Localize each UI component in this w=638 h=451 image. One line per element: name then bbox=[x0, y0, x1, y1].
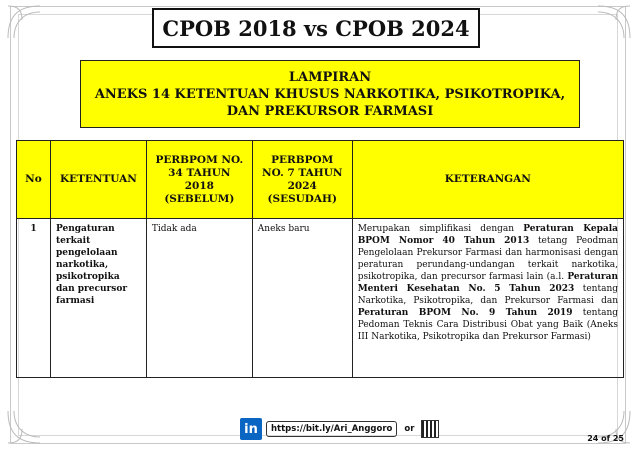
corner-ornament-icon bbox=[4, 2, 44, 42]
header-sesudah-line1: PERBPOM bbox=[271, 153, 334, 166]
aneks-title-line2: DAN PREKURSOR FARMASI bbox=[226, 104, 434, 119]
profile-link[interactable]: https://bit.ly/Ari_Anggoro bbox=[266, 421, 397, 437]
header-sesudah-line4: (SESUDAH) bbox=[267, 192, 337, 205]
header-keterangan: KETERANGAN bbox=[352, 141, 623, 219]
cell-sebelum: Tidak ada bbox=[146, 219, 252, 378]
header-sesudah bbox=[252, 141, 352, 219]
table-header-row bbox=[17, 141, 624, 219]
aneks-title-line1: ANEKS 14 KETENTUAN KHUSUS NARKOTIKA, PSIKOTROPIKA, bbox=[94, 87, 566, 102]
header-sebelum-line1: PERBPOM NO. bbox=[155, 153, 244, 166]
desc-text: tentang Pedoman Teknis Cara Distribusi Obat yang Baik (Aneks III Narkotika, Psikotropika dan Prekursor Farmasi) bbox=[357, 308, 618, 342]
cell-no: 1 bbox=[17, 219, 51, 378]
desc-text: tetang Peodman Pengelolaan Prekursor Farmasi dan harmonisasi dengan peraturan perundang-undangan terkait narkotika, psikotropika, dan precursor farmasi lain (a.l. bbox=[357, 236, 619, 282]
page-number: 24 of 25 bbox=[587, 434, 624, 443]
linkedin-icon[interactable]: in bbox=[240, 418, 262, 440]
qr-code-icon[interactable] bbox=[421, 420, 439, 438]
desc-reg-bpom-9-2019: Peraturan BPOM No. 9 Tahun 2019 bbox=[357, 308, 573, 318]
cell-keterangan bbox=[352, 219, 623, 378]
comparison-table bbox=[16, 140, 624, 378]
header-sebelum-line4: (SEBELUM) bbox=[164, 192, 235, 205]
header-ketentuan: KETENTUAN bbox=[50, 141, 146, 219]
header-sebelum bbox=[146, 141, 252, 219]
desc-reg-bpom-40-2013: Peraturan Kepala BPOM Nomor 40 Tahun 2013 bbox=[357, 224, 618, 246]
lampiran-label: LAMPIRAN bbox=[288, 70, 372, 85]
corner-ornament-icon bbox=[594, 2, 634, 42]
footer-links bbox=[240, 418, 439, 440]
header-sebelum-line3: 2018 bbox=[184, 179, 214, 192]
corner-ornament-icon bbox=[4, 407, 44, 447]
cell-ketentuan: Pengaturan terkait pengelolaan narkotika, psikotropika dan precursor farmasi bbox=[50, 219, 146, 378]
header-sebelum-line2: 34 TAHUN bbox=[168, 166, 231, 179]
header-sesudah-line2: NO. 7 TAHUN bbox=[262, 166, 343, 179]
header-no: No bbox=[17, 141, 51, 219]
desc-reg-menkes-5-2023: Peraturan Menteri Kesehatan No. 5 Tahun 2023 bbox=[357, 272, 618, 294]
table-row bbox=[17, 219, 624, 378]
cell-sesudah: Aneks baru bbox=[252, 219, 352, 378]
desc-text: Merupakan simplifikasi dengan bbox=[357, 224, 524, 234]
desc-text: tentang Narkotika, Psikotropika, dan Prekursor Farmasi dan bbox=[357, 284, 618, 306]
or-label: or bbox=[404, 424, 415, 434]
lampiran-banner bbox=[80, 60, 580, 128]
page-title: CPOB 2018 vs CPOB 2024 bbox=[152, 8, 480, 48]
header-sesudah-line3: 2024 bbox=[287, 179, 317, 192]
